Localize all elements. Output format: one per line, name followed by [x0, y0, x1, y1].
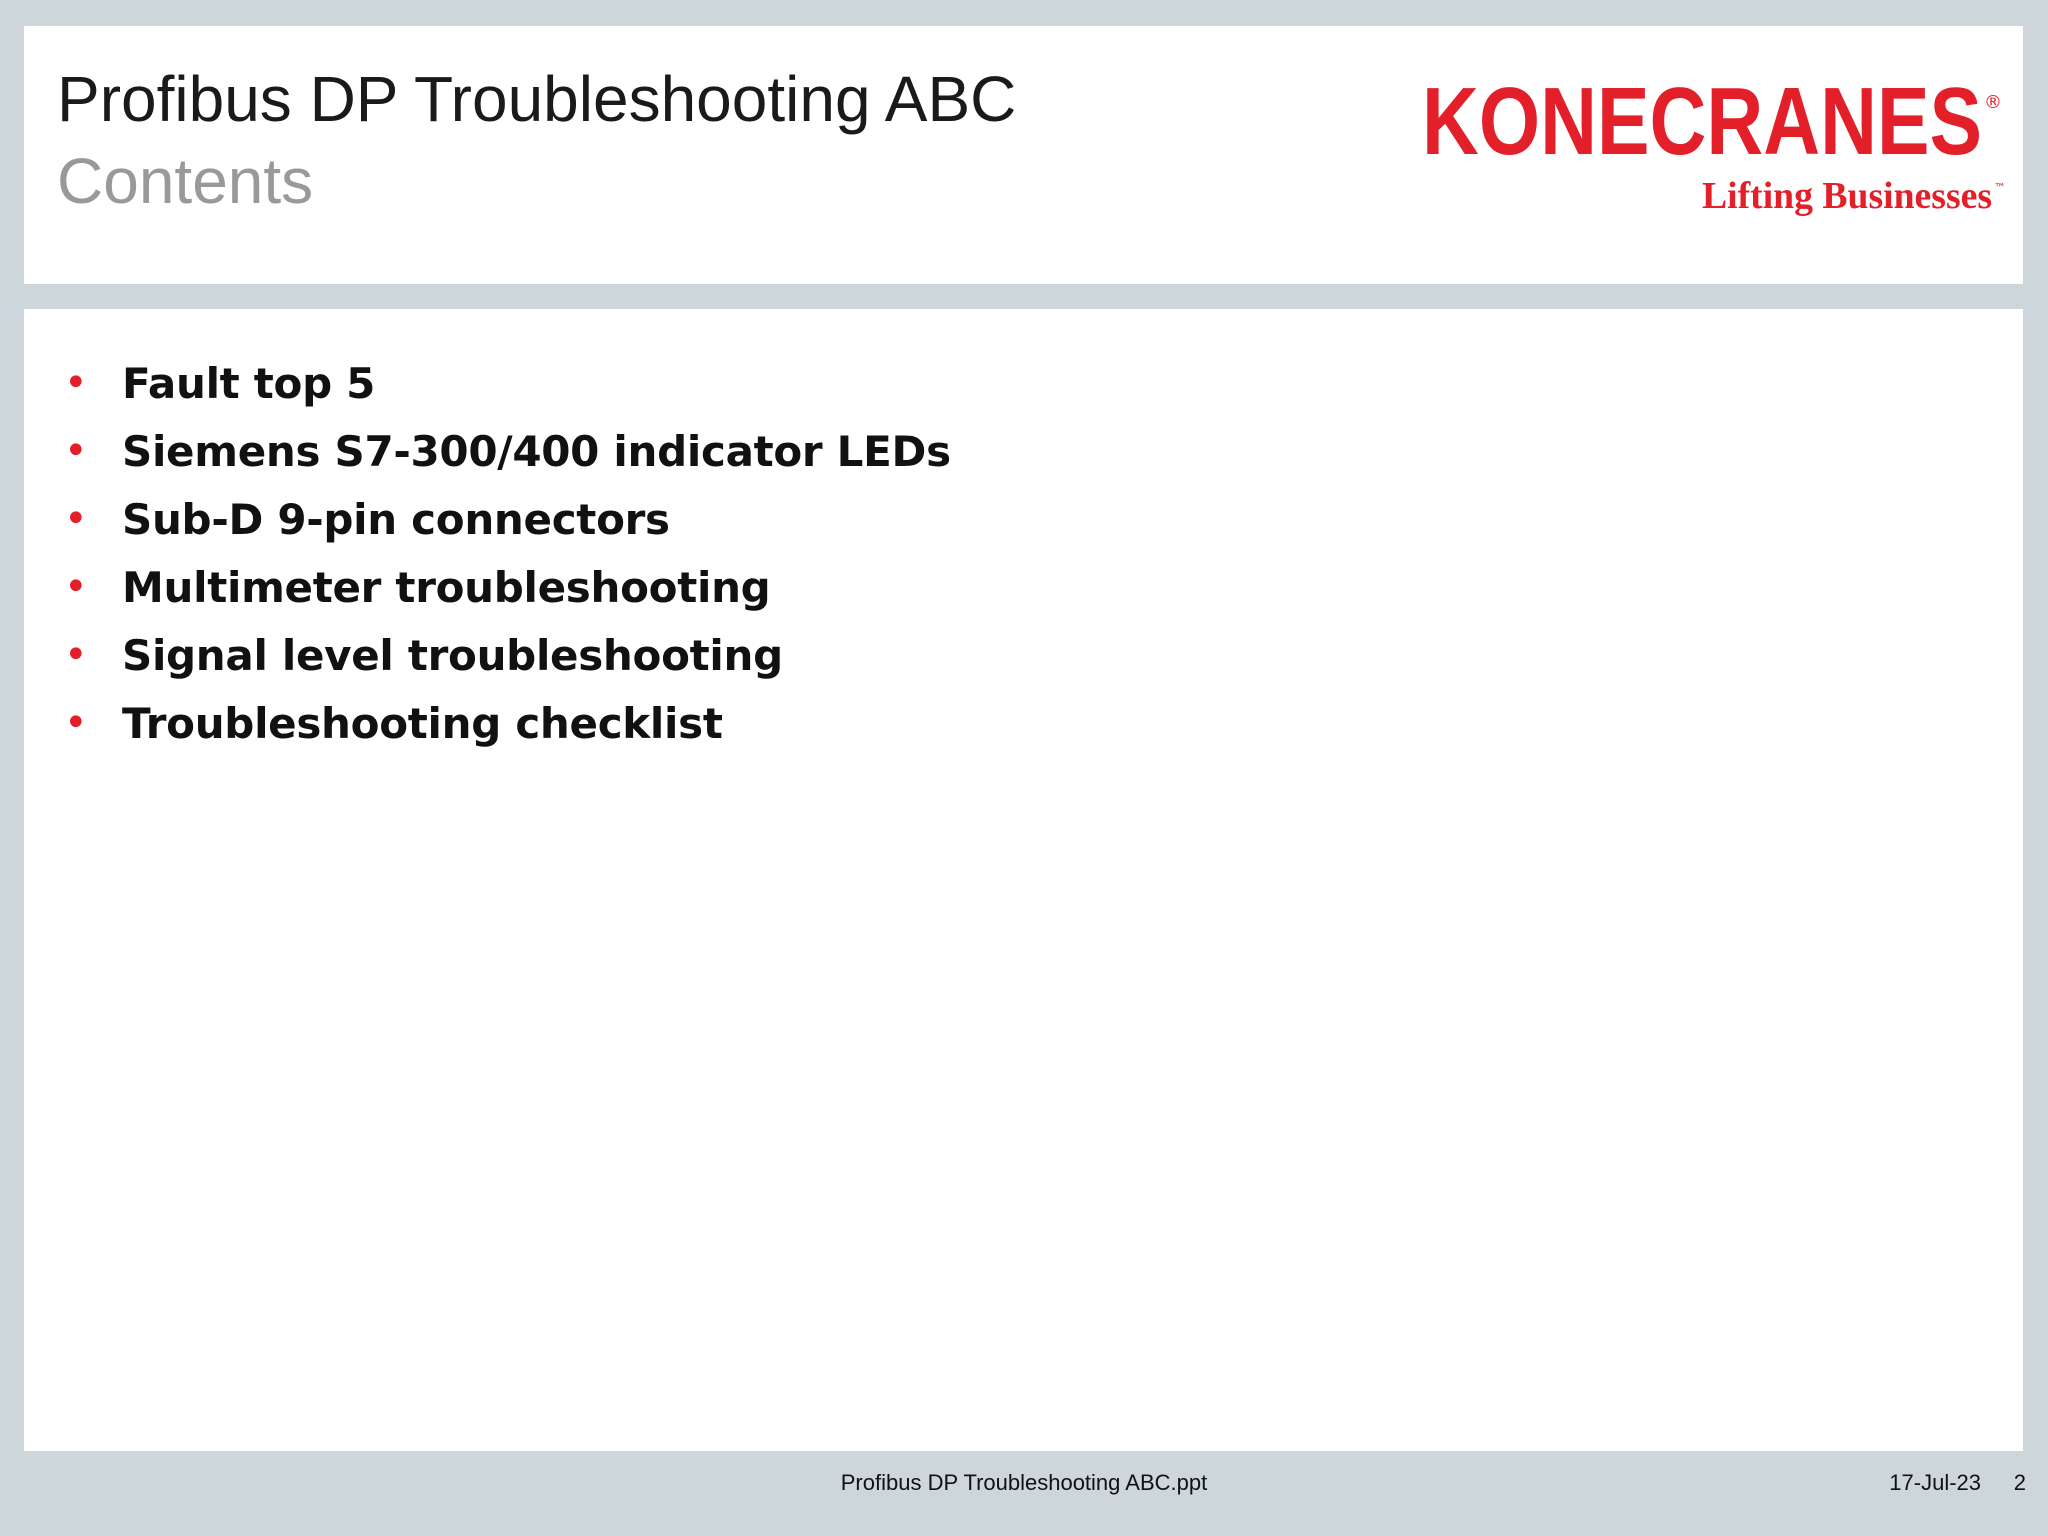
list-item — [64, 485, 951, 553]
contents-list — [64, 349, 951, 757]
list-item-label: Multimeter troubleshooting — [122, 562, 771, 612]
svg-text:KONECRANES: KONECRANES — [1422, 68, 1982, 175]
list-item — [64, 621, 951, 689]
bullet-icon: • — [64, 360, 88, 406]
list-item — [64, 349, 951, 417]
slide-content — [24, 309, 2023, 1451]
footer-page-number: 2 — [2013, 1470, 2026, 1495]
slide-header — [24, 26, 2023, 284]
list-item-label: Siemens S7-300/400 indicator LEDs — [122, 426, 951, 476]
list-item — [64, 417, 951, 485]
bullet-icon: • — [64, 496, 88, 542]
slide-title: Profibus DP Troubleshooting ABC — [57, 63, 1017, 135]
list-item-label: Sub-D 9-pin connectors — [122, 494, 670, 544]
bullet-icon: • — [64, 632, 88, 678]
svg-text:Lifting Businesses: Lifting Businesses — [1702, 175, 1992, 217]
list-item — [64, 553, 951, 621]
footer-date: 17-Jul-23 — [1889, 1470, 1981, 1495]
slide-subtitle: Contents — [57, 145, 314, 217]
konecranes-logo — [1414, 56, 2014, 226]
bullet-icon: • — [64, 700, 88, 746]
bullet-icon: • — [64, 564, 88, 610]
svg-text:®: ® — [1984, 92, 2002, 113]
list-item — [64, 689, 951, 757]
list-item-label: Signal level troubleshooting — [122, 630, 783, 680]
bullet-icon: • — [64, 428, 88, 474]
list-item-label: Fault top 5 — [122, 358, 376, 408]
svg-text:™: ™ — [1994, 181, 2006, 195]
footer-filename: Profibus DP Troubleshooting ABC.ppt — [840, 1470, 1208, 1495]
list-item-label: Troubleshooting checklist — [122, 698, 723, 748]
